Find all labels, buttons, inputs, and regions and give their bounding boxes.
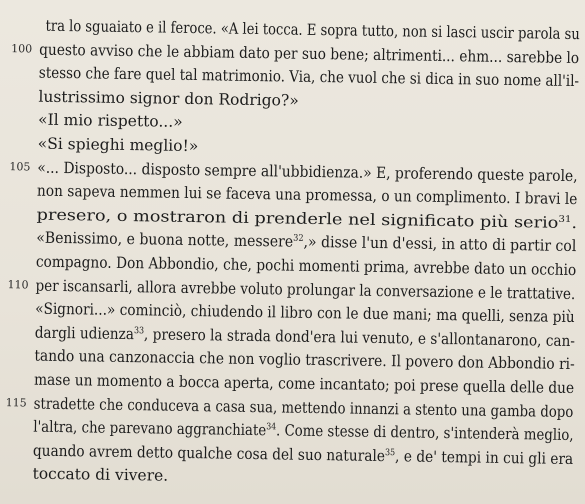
line-main-text: «Il mio rispetto...» — [37, 111, 183, 132]
line-main-text: tando una canzonaccia che non voglio trascrivere. Il povero don Abbondio ri- — [34, 346, 575, 374]
line-main-text: tra lo sguaiato e il feroce. «A lei tocca. E sopra tutto, non si lasci uscir parola su — [45, 16, 580, 44]
line-text — [38, 133, 199, 158]
line-main-text: stradette che conduceva a casa sua, mettendo innanzi a stento una gamba dopo — [33, 394, 574, 421]
line-trailing-text: . Come stesse di dentro, s'intenderà meglio, — [275, 421, 574, 445]
line-main-text: «Benissimo, e buona notte, messere — [36, 228, 294, 252]
line-trailing-text: , e de' tempi in cui gli era — [394, 447, 574, 468]
line-main-text: lustrissimo signor don Rodrigo?» — [38, 87, 299, 110]
line-main-text: «Signori...» cominciò, chiudendo il libro con le due mani; ma quelli, senza più — [35, 299, 575, 327]
line-trailing-text: . — [571, 213, 578, 232]
line-text — [38, 85, 299, 111]
line-main-text: l'altra, che parevano aggranchiate — [33, 417, 267, 440]
line-main-text: quando avrem detto qualche cosa del suo naturale — [32, 441, 386, 465]
line-main-text: presero, o mostraron di prenderle nel significato più serio — [36, 205, 559, 232]
line-number: 110 — [7, 277, 29, 292]
line-main-text: «... Disposto... disposto sempre all'ubbidienza.» E, proferendo queste parole, — [37, 158, 578, 185]
line-main-text: compagno. Don Abbondio, che, pochi momenti prima, avrebbe dato un occhio — [35, 252, 577, 280]
footnote-marker: 33 — [133, 325, 145, 337]
line-main-text: dargli udienza — [34, 323, 135, 343]
line-trailing-text: ,» disse l'un d'essi, in atto di partir col — [303, 233, 577, 256]
footnote-marker: 32 — [293, 234, 304, 245]
line-text — [38, 109, 183, 133]
line-main-text: toccato di vivere. — [32, 464, 169, 486]
line-main-text: per iscansarli, allora avrebbe voluto prolungar la conversazione e le trattative. — [35, 276, 576, 303]
line-number: 115 — [5, 395, 27, 410]
line-text — [32, 463, 168, 487]
line-main-text: mase un momento a bocca aperta, come incantato; poi prese quella delle due — [33, 370, 575, 398]
line-trailing-text: , presero la strada dond'era lui venuto, e s'allontanarono, can- — [143, 325, 576, 350]
line-number: 105 — [9, 159, 31, 174]
footnote-marker: 31 — [558, 214, 572, 225]
line-number: 100 — [11, 41, 33, 56]
line-main-text: stesso che fare quel tal matrimonio. Via, che vuol che si dica in suo nome all'il- — [38, 63, 580, 91]
footnote-marker: 34 — [266, 422, 277, 433]
line-main-text: questo avviso che le abbiam dato per suo bene; altrimenti... ehm... sarebbe lo — [39, 40, 580, 67]
line-main-text: «Si spieghi meglio!» — [37, 134, 199, 156]
line-main-text: non sapeva nemmen lui se faceva una promessa, o un complimento. I bravi le — [36, 181, 578, 209]
footnote-marker: 35 — [384, 447, 396, 459]
